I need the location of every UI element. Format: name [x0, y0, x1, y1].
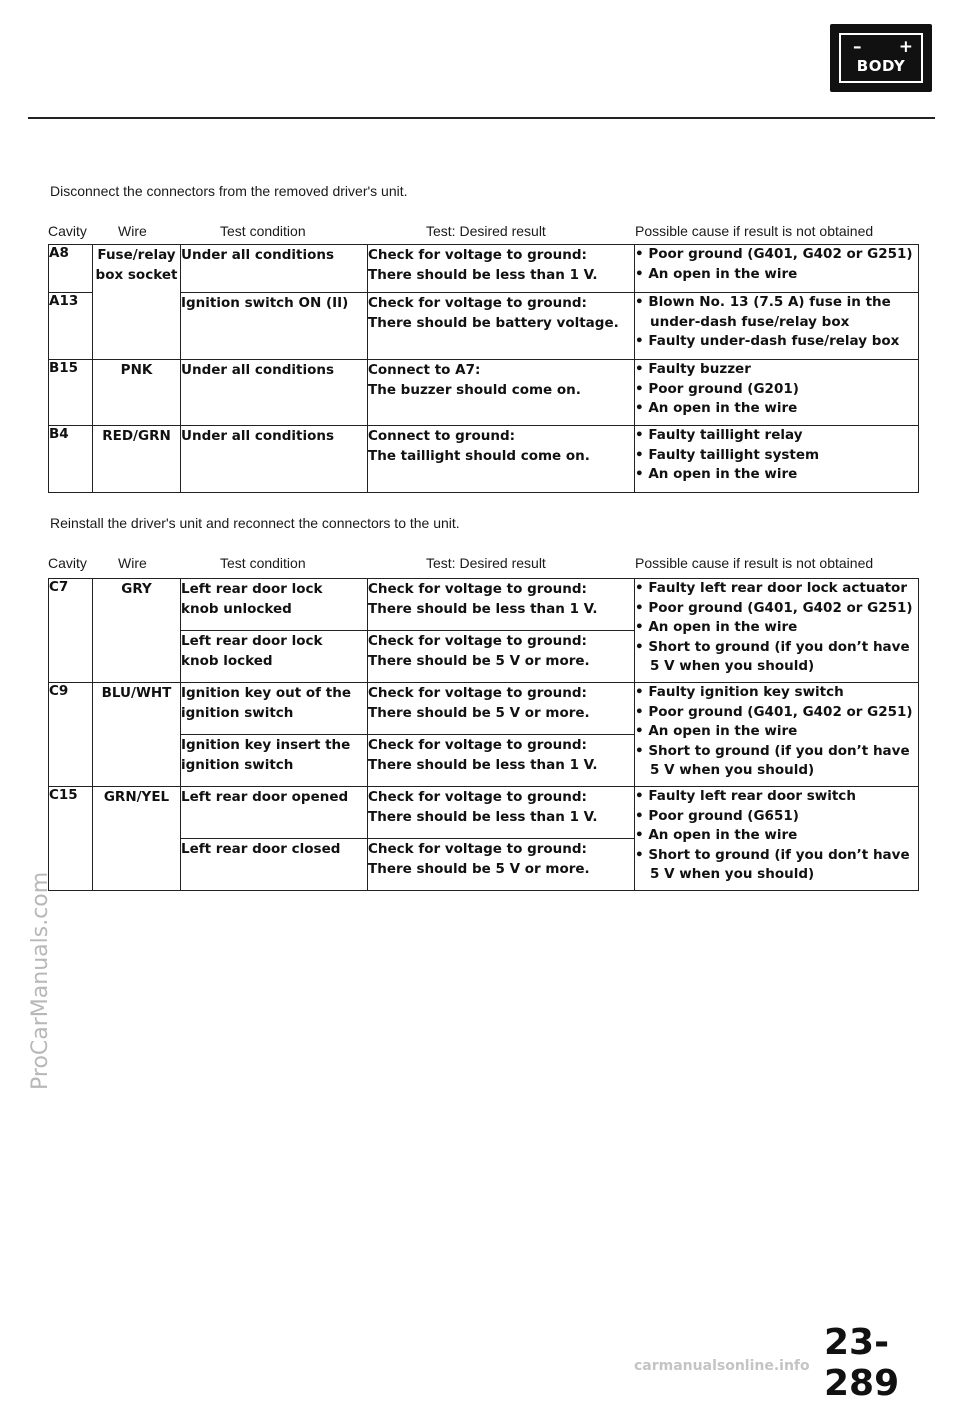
test-condition-cell: Left rear door opened — [181, 787, 368, 839]
possible-cause-cell: • Faulty taillight relay • Faulty taillight system • An open in the wire — [635, 426, 919, 493]
section1-intro: Disconnect the connectors from the removed driver's unit. — [50, 183, 408, 199]
cavity-cell: A8 — [49, 245, 93, 293]
desired-result-cell: Connect to ground: The taillight should come on. — [368, 426, 635, 493]
table-row — [49, 426, 919, 493]
wire-cell: PNK — [93, 360, 181, 426]
possible-cause-cell: • Blown No. 13 (7.5 A) fuse in the under-dash fuse/relay box • Faulty under-dash fuse/relay box — [635, 293, 919, 360]
section2-table — [48, 578, 919, 891]
test-condition-cell: Under all conditions — [181, 426, 368, 493]
section1-column-headers — [48, 223, 918, 243]
possible-cause-cell: • Faulty buzzer • Poor ground (G201) • An open in the wire — [635, 360, 919, 426]
wire-cell: GRN/YEL — [93, 787, 181, 891]
cavity-cell: B4 — [49, 426, 93, 493]
footer-watermark: carmanualsonline.info — [634, 1358, 810, 1374]
section1-table — [48, 244, 919, 493]
header-rule — [28, 117, 935, 119]
header-desired-result: Test: Desired result — [426, 223, 546, 239]
test-condition-cell: Under all conditions — [181, 360, 368, 426]
badge-label: BODY — [856, 57, 906, 75]
cavity-cell: A13 — [49, 293, 93, 360]
table-row — [49, 683, 919, 735]
possible-cause-cell: • Poor ground (G401, G402 or G251) • An open in the wire — [635, 245, 919, 293]
cavity-cell: B15 — [49, 360, 93, 426]
plus-terminal: + — [898, 37, 913, 57]
wire-cell: GRY — [93, 579, 181, 683]
header-wire: Wire — [118, 555, 147, 571]
header-cavity: Cavity — [48, 223, 87, 239]
test-condition-cell: Ignition key out of the ignition switch — [181, 683, 368, 735]
header-desired-result: Test: Desired result — [426, 555, 546, 571]
header-possible-cause: Possible cause if result is not obtained — [635, 223, 874, 239]
possible-cause-cell: • Faulty left rear door lock actuator • Poor ground (G401, G402 or G251) • An open in the wire • Short to ground (if you don’t have 5 V when you should) — [635, 579, 919, 683]
watermark-text: ProCarManuals.com — [28, 871, 53, 1090]
table-row — [49, 360, 919, 426]
header-test-condition: Test condition — [220, 555, 306, 571]
test-condition-cell: Left rear door closed — [181, 839, 368, 891]
test-condition-cell: Under all conditions — [181, 245, 368, 293]
table-row — [49, 579, 919, 631]
minus-terminal: – — [853, 37, 862, 57]
desired-result-cell: Check for voltage to ground: There should be 5 V or more. — [368, 683, 635, 735]
cavity-cell: C9 — [49, 683, 93, 787]
test-condition-cell: Left rear door lock knob unlocked — [181, 579, 368, 631]
header-possible-cause: Possible cause if result is not obtained — [635, 555, 874, 571]
wire-cell: Fuse/relay box socket — [93, 245, 181, 360]
cavity-cell: C15 — [49, 787, 93, 891]
header-test-condition: Test condition — [220, 223, 306, 239]
possible-cause-cell: • Faulty ignition key switch • Poor ground (G401, G402 or G251) • An open in the wire • Short to ground (if you don’t have 5 V when you should) — [635, 683, 919, 787]
desired-result-cell: Check for voltage to ground: There should be less than 1 V. — [368, 735, 635, 787]
test-condition-cell: Ignition switch ON (II) — [181, 293, 368, 360]
test-condition-cell: Left rear door lock knob locked — [181, 631, 368, 683]
possible-cause-cell: • Faulty left rear door switch • Poor ground (G651) • An open in the wire • Short to ground (if you don’t have 5 V when you should) — [635, 787, 919, 891]
desired-result-cell: Check for voltage to ground: There should be less than 1 V. — [368, 245, 635, 293]
page-number: 23-289 — [824, 1322, 900, 1404]
wire-cell: RED/GRN — [93, 426, 181, 493]
body-section-badge — [830, 24, 932, 92]
desired-result-cell: Check for voltage to ground: There should be 5 V or more. — [368, 839, 635, 891]
cavity-cell: C7 — [49, 579, 93, 683]
desired-result-cell: Check for voltage to ground: There should be less than 1 V. — [368, 579, 635, 631]
table-row — [49, 245, 919, 293]
test-condition-cell: Ignition key insert the ignition switch — [181, 735, 368, 787]
desired-result-cell: Check for voltage to ground: There should be less than 1 V. — [368, 787, 635, 839]
section2-intro: Reinstall the driver's unit and reconnect the connectors to the unit. — [50, 515, 460, 531]
section2-column-headers — [48, 555, 918, 575]
desired-result-cell: Check for voltage to ground: There should be battery voltage. — [368, 293, 635, 360]
header-wire: Wire — [118, 223, 147, 239]
desired-result-cell: Connect to A7: The buzzer should come on. — [368, 360, 635, 426]
battery-icon — [839, 33, 923, 83]
table-row — [49, 787, 919, 839]
wire-cell: BLU/WHT — [93, 683, 181, 787]
header-cavity: Cavity — [48, 555, 87, 571]
desired-result-cell: Check for voltage to ground: There should be 5 V or more. — [368, 631, 635, 683]
